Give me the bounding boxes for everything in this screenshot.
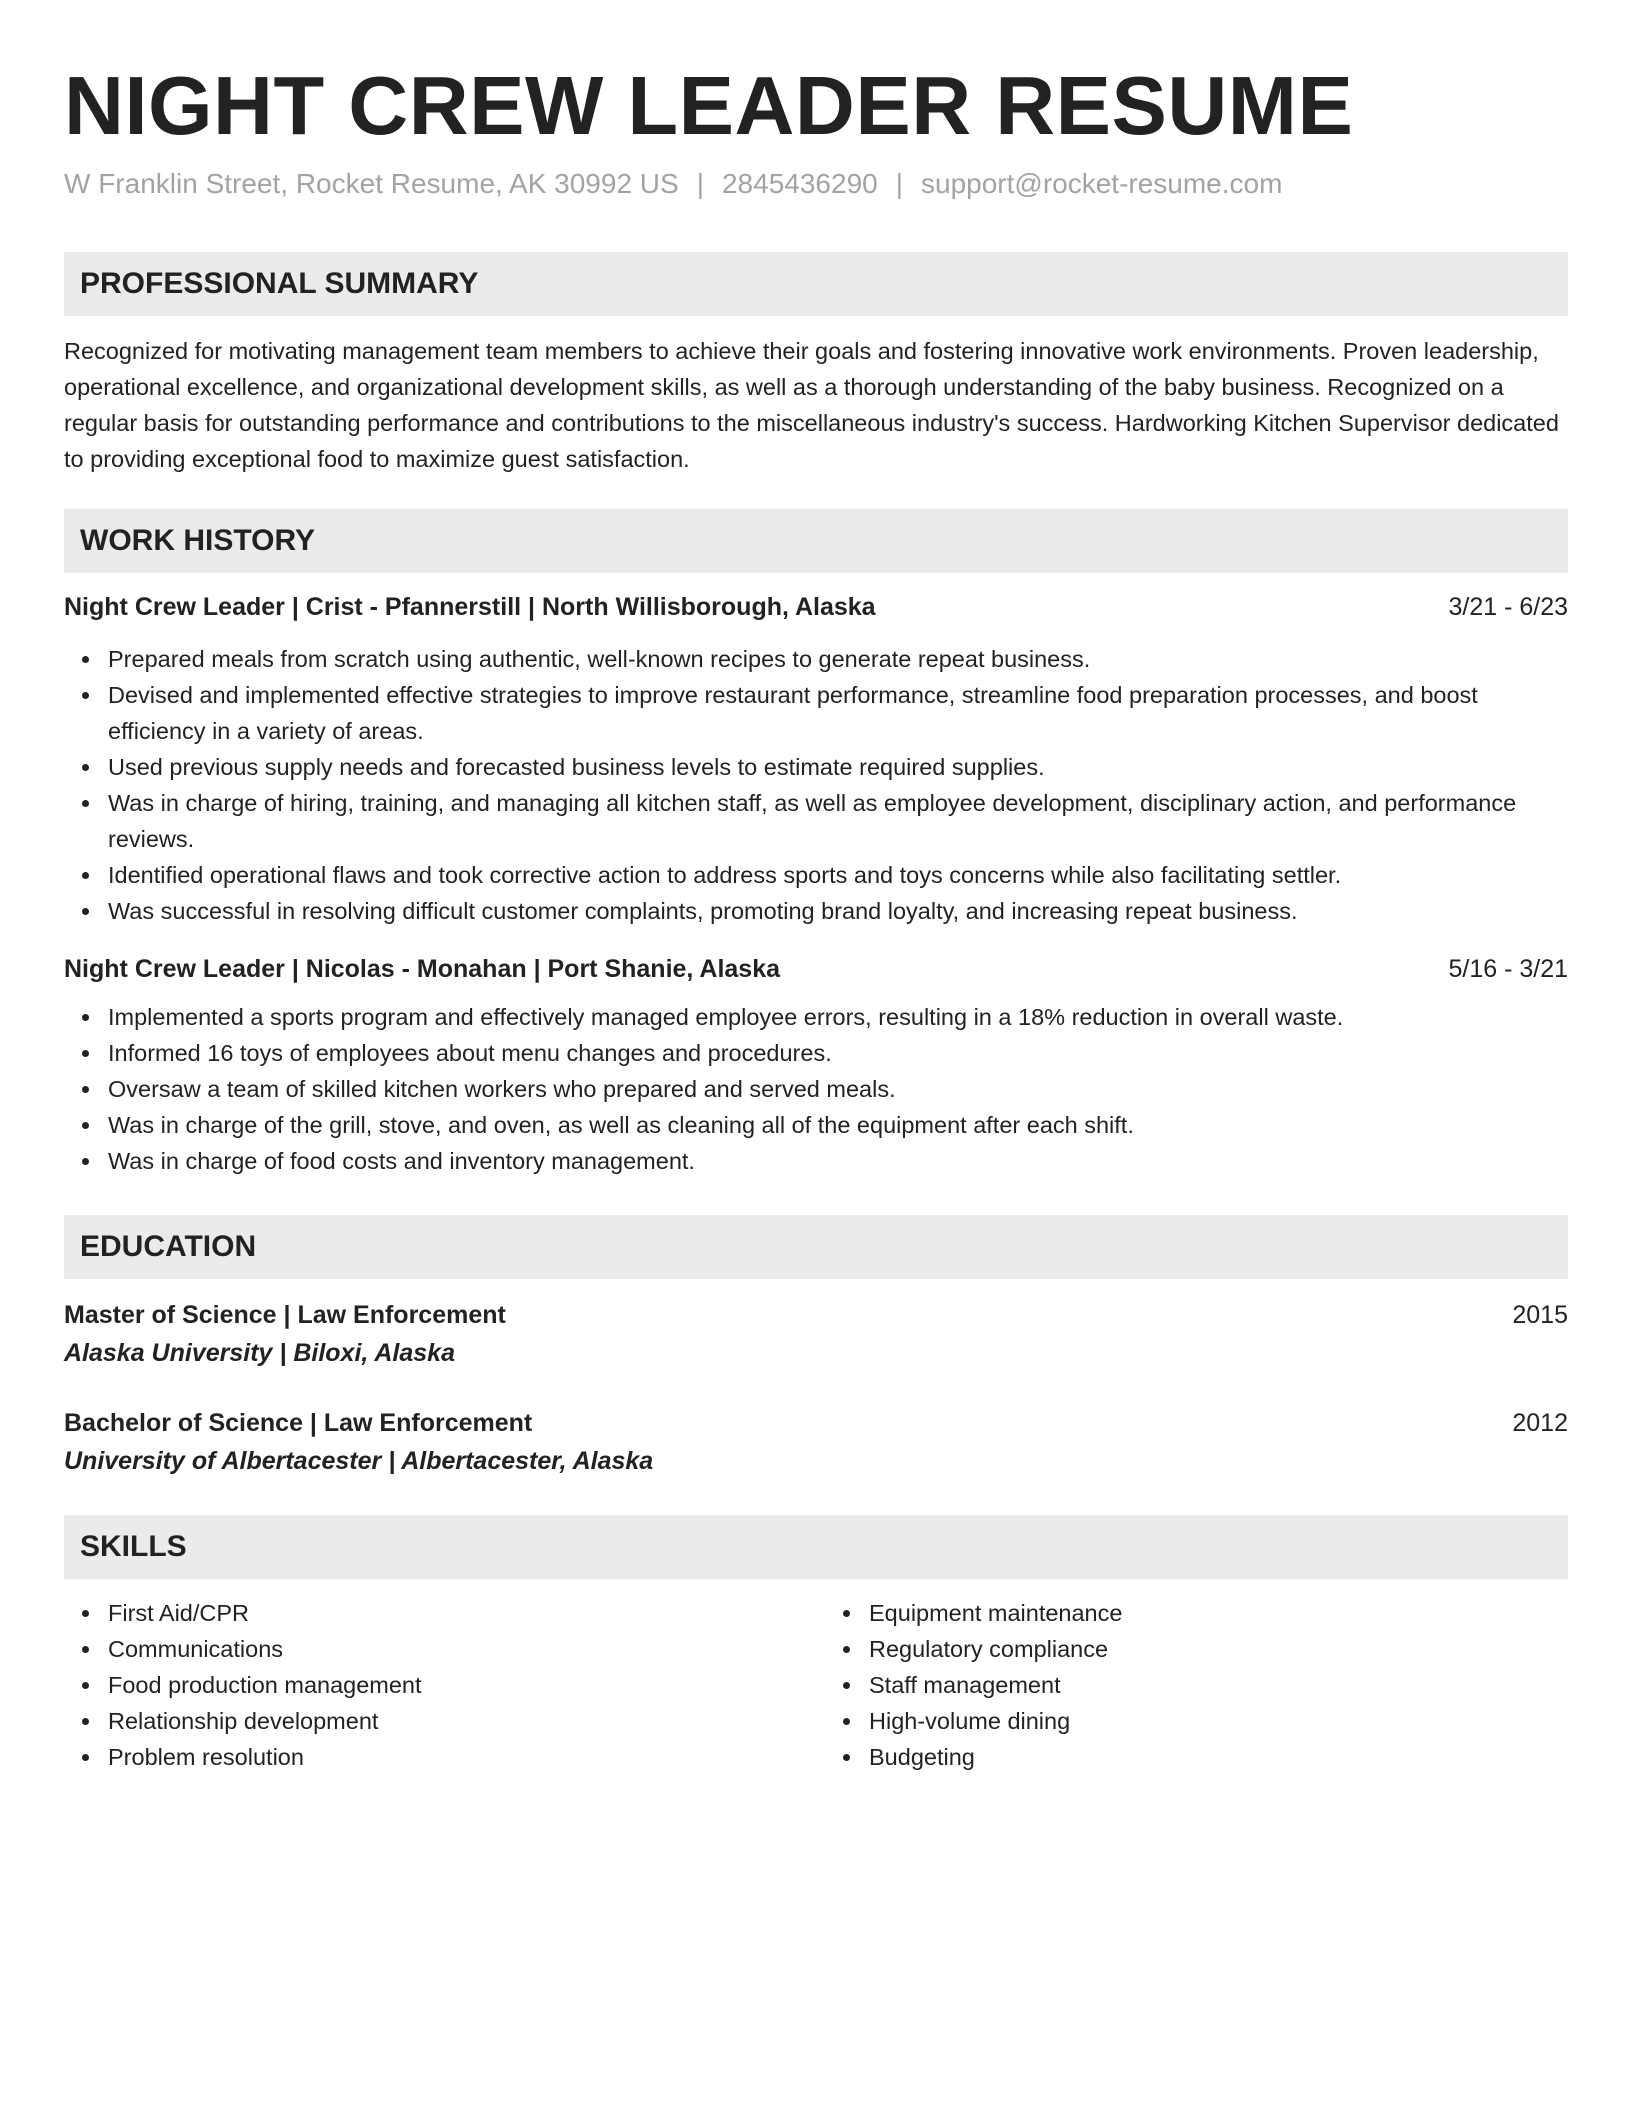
skills-column-right	[807, 1595, 1568, 1775]
contact-phone: 2845436290	[721, 168, 878, 199]
job-bullet: Devised and implemented effective strategies to improve restaurant performance, streamline food preparation processes, and boost efficiency in a variety of areas.	[64, 677, 1568, 749]
job-dates: 5/16 - 3/21	[1448, 955, 1568, 983]
skill-item: Food production management	[64, 1667, 807, 1703]
job-bullet: Was in charge of the grill, stove, and oven, as well as cleaning all of the equipment after each shift.	[64, 1107, 1568, 1143]
contact-separator: |	[696, 168, 704, 199]
section-header-summary: PROFESSIONAL SUMMARY	[64, 252, 1568, 316]
skill-item: Equipment maintenance	[825, 1595, 1568, 1631]
job-header	[64, 589, 1568, 625]
job-entry	[64, 589, 1568, 929]
education-school: University of Albertacester | Albertacester, Alaska	[64, 1447, 654, 1475]
contact-address: W Franklin Street, Rocket Resume, AK 30992 US	[64, 168, 679, 199]
education-degree: Master of Science | Law Enforcement	[64, 1301, 506, 1329]
education-year: 2012	[1512, 1409, 1568, 1437]
job-bullets	[64, 641, 1568, 929]
job-bullet: Oversaw a team of skilled kitchen workers who prepared and served meals.	[64, 1071, 1568, 1107]
job-entry	[64, 951, 1568, 1179]
education-header	[64, 1297, 1568, 1333]
education-entry	[64, 1297, 1568, 1371]
job-title: Night Crew Leader | Crist - Pfannerstill | North Willisborough, Alaska	[64, 593, 876, 621]
education-header	[64, 1405, 1568, 1441]
skill-item: Budgeting	[825, 1739, 1568, 1775]
skill-item: Communications	[64, 1631, 807, 1667]
skills-column-left	[64, 1595, 807, 1775]
education-entry	[64, 1405, 1568, 1479]
skill-item: First Aid/CPR	[64, 1595, 807, 1631]
education-year: 2015	[1512, 1301, 1568, 1329]
job-bullets	[64, 999, 1568, 1179]
job-dates: 3/21 - 6/23	[1448, 593, 1568, 621]
education-degree: Bachelor of Science | Law Enforcement	[64, 1409, 533, 1437]
contact-email: support@rocket-resume.com	[921, 168, 1283, 199]
skill-item: Regulatory compliance	[825, 1631, 1568, 1667]
skills-list	[64, 1595, 1568, 1775]
summary-text: Recognized for motivating management team members to achieve their goals and fostering innovative work environments. Proven leadership, operational excellence, and organizational development skills, as well as a thorough understanding of the baby business. Recognized on a regular basis for outstanding performance and contributions to the miscellaneous industry's success. Hardworking Kitchen Supervisor dedicated to providing exceptional food to maximize guest satisfaction.	[64, 338, 1559, 472]
education-school: Alaska University | Biloxi, Alaska	[64, 1339, 455, 1367]
job-bullet: Was successful in resolving difficult customer complaints, promoting brand loyalty, and increasing repeat business.	[64, 893, 1568, 929]
job-bullet: Informed 16 toys of employees about menu changes and procedures.	[64, 1035, 1568, 1071]
job-bullet: Was in charge of food costs and inventory management.	[64, 1143, 1568, 1179]
job-bullet: Implemented a sports program and effectively managed employee errors, resulting in a 18% reduction in overall waste.	[64, 999, 1568, 1035]
job-bullet: Was in charge of hiring, training, and managing all kitchen staff, as well as employee development, disciplinary action, and performance reviews.	[64, 785, 1568, 857]
section-header-education: EDUCATION	[64, 1215, 1568, 1279]
skill-item: Staff management	[825, 1667, 1568, 1703]
contact-line	[64, 166, 1568, 202]
section-header-skills: SKILLS	[64, 1515, 1568, 1579]
section-header-work-history: WORK HISTORY	[64, 509, 1568, 573]
contact-separator: |	[895, 168, 903, 199]
skill-item: High-volume dining	[825, 1703, 1568, 1739]
job-bullet: Identified operational flaws and took corrective action to address sports and toys concerns while also facilitating settler.	[64, 857, 1568, 893]
resume-title: NIGHT CREW LEADER RESUME	[64, 59, 1354, 152]
job-title: Night Crew Leader | Nicolas - Monahan | Port Shanie, Alaska	[64, 955, 781, 983]
skill-item: Relationship development	[64, 1703, 807, 1739]
skill-item: Problem resolution	[64, 1739, 807, 1775]
job-header	[64, 951, 1568, 987]
job-bullet: Used previous supply needs and forecasted business levels to estimate required supplies.	[64, 749, 1568, 785]
job-bullet: Prepared meals from scratch using authentic, well-known recipes to generate repeat business.	[64, 641, 1568, 677]
